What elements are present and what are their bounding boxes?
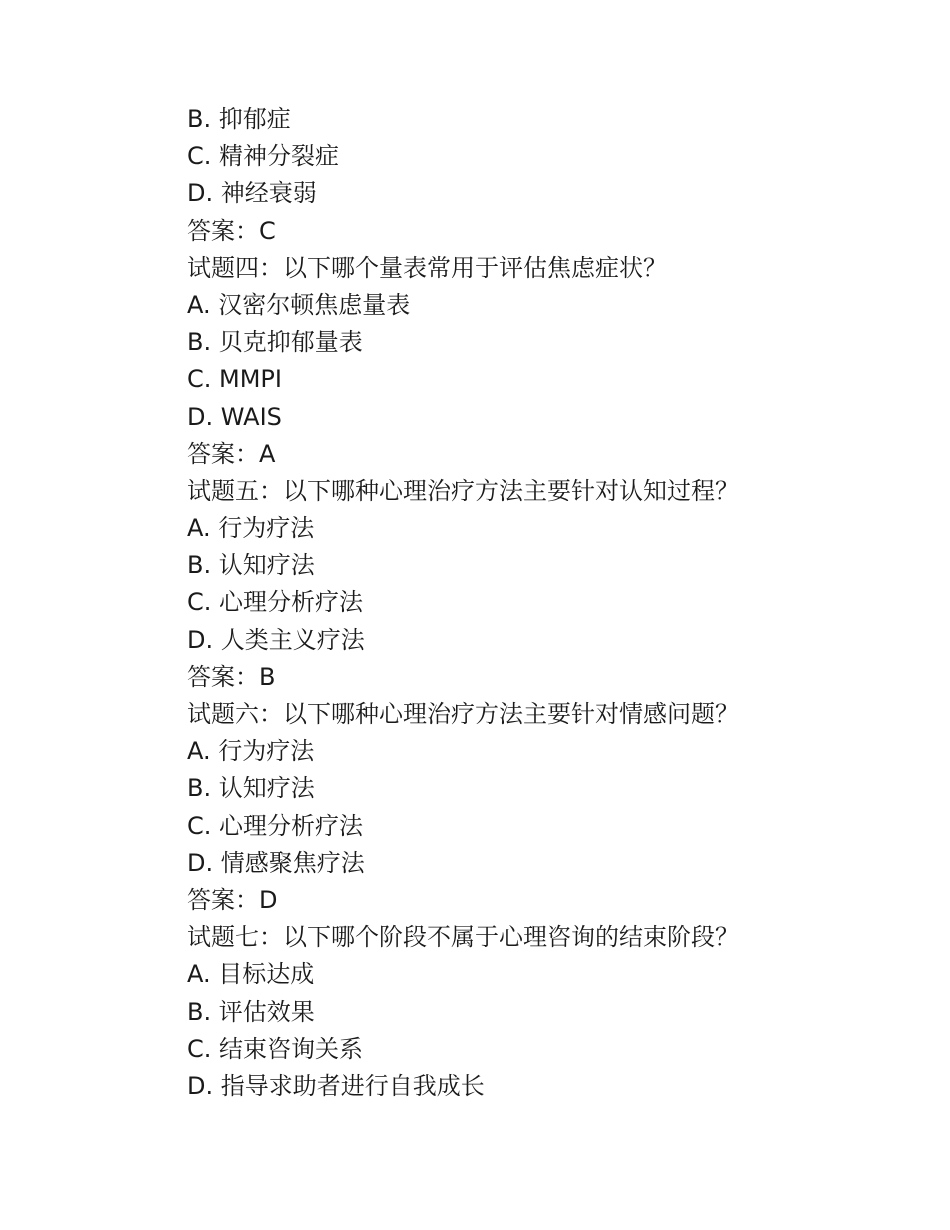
option-b-q6: B. 认知疗法 (187, 774, 315, 803)
option-b-q3: B. 抑郁症 (187, 105, 291, 133)
document-page (187, 101, 827, 1105)
option-c-q7: C. 结束咨询关系 (187, 1034, 364, 1063)
option-c-q6: C. 心理分析疗法 (187, 811, 364, 840)
option-d-q3: D. 神经衰弱 (187, 179, 317, 208)
answer-q5: 答案：B (187, 662, 276, 691)
option-c-q4: C. MMPI (187, 365, 282, 394)
answer-q3: 答案：C (187, 216, 276, 245)
option-d-q5: D. 人类主义疗法 (187, 625, 365, 654)
question-7: 试题七：以下哪个阶段不属于心理咨询的结束阶段？ (187, 923, 739, 952)
option-b-q4: B. 贝克抑郁量表 (187, 328, 363, 357)
question-6: 试题六：以下哪种心理治疗方法主要针对情感问题？ (187, 700, 739, 728)
option-d-q4: D. WAIS (187, 402, 282, 431)
option-c-q5: C. 心理分析疗法 (187, 588, 364, 617)
question-4: 试题四：以下哪个量表常用于评估焦虑症状？ (187, 253, 667, 282)
option-b-q5: B. 认知疗法 (187, 551, 315, 580)
question-5: 试题五：以下哪种心理治疗方法主要针对认知过程？ (187, 476, 739, 505)
option-a-q6: A. 行为疗法 (187, 737, 315, 766)
option-a-q7: A. 目标达成 (187, 960, 315, 989)
option-d-q6: D. 情感聚焦疗法 (187, 848, 365, 877)
option-c-q3: C. 精神分裂症 (187, 142, 340, 171)
option-a-q4: A. 汉密尔顿焦虑量表 (187, 290, 411, 319)
answer-q6: 答案：D (187, 885, 278, 914)
option-b-q7: B. 评估效果 (187, 997, 315, 1026)
option-a-q5: A. 行为疗法 (187, 514, 315, 543)
option-d-q7: D. 指导求助者进行自我成长 (187, 1071, 485, 1100)
answer-q4: 答案：A (187, 439, 276, 468)
